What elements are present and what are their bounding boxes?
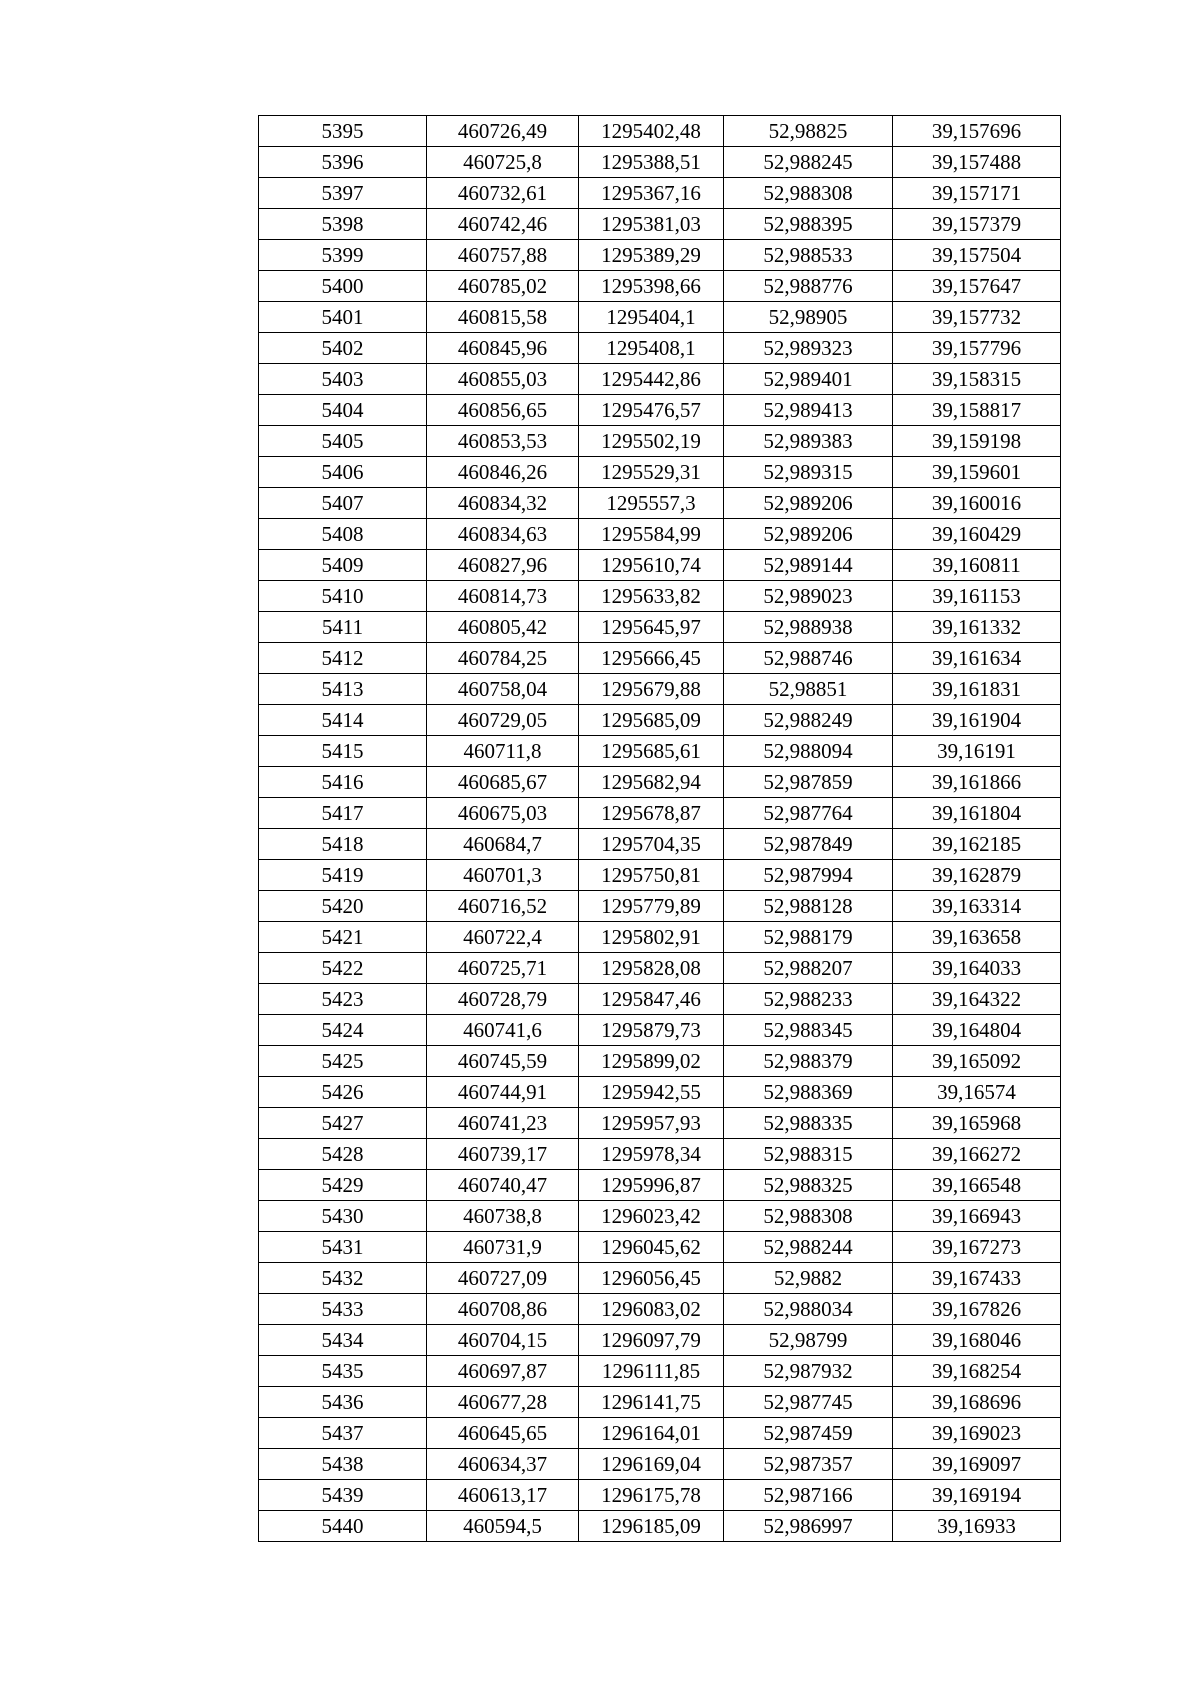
point-number-cell: 5426 <box>259 1077 427 1108</box>
longitude-cell: 39,161904 <box>893 705 1061 736</box>
table-row <box>259 395 1061 426</box>
y-coordinate-cell: 1295381,03 <box>579 209 724 240</box>
y-coordinate-cell: 1296175,78 <box>579 1480 724 1511</box>
table-row <box>259 829 1061 860</box>
table-row <box>259 116 1061 147</box>
longitude-cell: 39,157647 <box>893 271 1061 302</box>
longitude-cell: 39,162185 <box>893 829 1061 860</box>
x-coordinate-cell: 460741,23 <box>427 1108 579 1139</box>
point-number-cell: 5402 <box>259 333 427 364</box>
x-coordinate-cell: 460741,6 <box>427 1015 579 1046</box>
longitude-cell: 39,163314 <box>893 891 1061 922</box>
y-coordinate-cell: 1295529,31 <box>579 457 724 488</box>
y-coordinate-cell: 1295398,66 <box>579 271 724 302</box>
latitude-cell: 52,987994 <box>724 860 893 891</box>
y-coordinate-cell: 1295682,94 <box>579 767 724 798</box>
point-number-cell: 5397 <box>259 178 427 209</box>
x-coordinate-cell: 460685,67 <box>427 767 579 798</box>
longitude-cell: 39,157796 <box>893 333 1061 364</box>
latitude-cell: 52,988345 <box>724 1015 893 1046</box>
x-coordinate-cell: 460731,9 <box>427 1232 579 1263</box>
table-row <box>259 984 1061 1015</box>
latitude-cell: 52,988179 <box>724 922 893 953</box>
point-number-cell: 5396 <box>259 147 427 178</box>
point-number-cell: 5409 <box>259 550 427 581</box>
x-coordinate-cell: 460739,17 <box>427 1139 579 1170</box>
table-row <box>259 364 1061 395</box>
longitude-cell: 39,164804 <box>893 1015 1061 1046</box>
x-coordinate-cell: 460855,03 <box>427 364 579 395</box>
longitude-cell: 39,158315 <box>893 364 1061 395</box>
x-coordinate-cell: 460827,96 <box>427 550 579 581</box>
point-number-cell: 5399 <box>259 240 427 271</box>
longitude-cell: 39,16574 <box>893 1077 1061 1108</box>
table-row <box>259 271 1061 302</box>
latitude-cell: 52,988308 <box>724 178 893 209</box>
table-row <box>259 550 1061 581</box>
table-row <box>259 1294 1061 1325</box>
latitude-cell: 52,989413 <box>724 395 893 426</box>
point-number-cell: 5420 <box>259 891 427 922</box>
longitude-cell: 39,16933 <box>893 1511 1061 1542</box>
table-row <box>259 1201 1061 1232</box>
table-row <box>259 240 1061 271</box>
table-row <box>259 1325 1061 1356</box>
y-coordinate-cell: 1295610,74 <box>579 550 724 581</box>
x-coordinate-cell: 460675,03 <box>427 798 579 829</box>
point-number-cell: 5424 <box>259 1015 427 1046</box>
point-number-cell: 5439 <box>259 1480 427 1511</box>
table-row <box>259 736 1061 767</box>
y-coordinate-cell: 1295476,57 <box>579 395 724 426</box>
latitude-cell: 52,988244 <box>724 1232 893 1263</box>
point-number-cell: 5410 <box>259 581 427 612</box>
x-coordinate-cell: 460684,7 <box>427 829 579 860</box>
point-number-cell: 5411 <box>259 612 427 643</box>
x-coordinate-cell: 460732,61 <box>427 178 579 209</box>
point-number-cell: 5403 <box>259 364 427 395</box>
point-number-cell: 5429 <box>259 1170 427 1201</box>
x-coordinate-cell: 460697,87 <box>427 1356 579 1387</box>
point-number-cell: 5422 <box>259 953 427 984</box>
y-coordinate-cell: 1295584,99 <box>579 519 724 550</box>
y-coordinate-cell: 1295685,09 <box>579 705 724 736</box>
y-coordinate-cell: 1296185,09 <box>579 1511 724 1542</box>
longitude-cell: 39,157504 <box>893 240 1061 271</box>
latitude-cell: 52,988207 <box>724 953 893 984</box>
point-number-cell: 5423 <box>259 984 427 1015</box>
x-coordinate-cell: 460677,28 <box>427 1387 579 1418</box>
x-coordinate-cell: 460645,65 <box>427 1418 579 1449</box>
x-coordinate-cell: 460708,86 <box>427 1294 579 1325</box>
x-coordinate-cell: 460853,53 <box>427 426 579 457</box>
latitude-cell: 52,989401 <box>724 364 893 395</box>
y-coordinate-cell: 1295404,1 <box>579 302 724 333</box>
y-coordinate-cell: 1296083,02 <box>579 1294 724 1325</box>
table-row <box>259 209 1061 240</box>
point-number-cell: 5398 <box>259 209 427 240</box>
coordinates-table-body <box>259 116 1061 1542</box>
latitude-cell: 52,988245 <box>724 147 893 178</box>
latitude-cell: 52,98851 <box>724 674 893 705</box>
latitude-cell: 52,988335 <box>724 1108 893 1139</box>
latitude-cell: 52,988938 <box>724 612 893 643</box>
longitude-cell: 39,169194 <box>893 1480 1061 1511</box>
table-row <box>259 488 1061 519</box>
x-coordinate-cell: 460725,8 <box>427 147 579 178</box>
longitude-cell: 39,157696 <box>893 116 1061 147</box>
x-coordinate-cell: 460738,8 <box>427 1201 579 1232</box>
longitude-cell: 39,165968 <box>893 1108 1061 1139</box>
table-row <box>259 1139 1061 1170</box>
y-coordinate-cell: 1295996,87 <box>579 1170 724 1201</box>
x-coordinate-cell: 460594,5 <box>427 1511 579 1542</box>
y-coordinate-cell: 1295388,51 <box>579 147 724 178</box>
latitude-cell: 52,987764 <box>724 798 893 829</box>
latitude-cell: 52,988233 <box>724 984 893 1015</box>
x-coordinate-cell: 460815,58 <box>427 302 579 333</box>
x-coordinate-cell: 460711,8 <box>427 736 579 767</box>
x-coordinate-cell: 460845,96 <box>427 333 579 364</box>
point-number-cell: 5415 <box>259 736 427 767</box>
point-number-cell: 5416 <box>259 767 427 798</box>
longitude-cell: 39,163658 <box>893 922 1061 953</box>
longitude-cell: 39,166943 <box>893 1201 1061 1232</box>
table-row <box>259 953 1061 984</box>
latitude-cell: 52,987849 <box>724 829 893 860</box>
table-row <box>259 1387 1061 1418</box>
y-coordinate-cell: 1295678,87 <box>579 798 724 829</box>
point-number-cell: 5438 <box>259 1449 427 1480</box>
latitude-cell: 52,988308 <box>724 1201 893 1232</box>
latitude-cell: 52,98825 <box>724 116 893 147</box>
table-row <box>259 891 1061 922</box>
y-coordinate-cell: 1295389,29 <box>579 240 724 271</box>
longitude-cell: 39,166548 <box>893 1170 1061 1201</box>
longitude-cell: 39,168254 <box>893 1356 1061 1387</box>
latitude-cell: 52,988533 <box>724 240 893 271</box>
latitude-cell: 52,988746 <box>724 643 893 674</box>
table-row <box>259 1108 1061 1139</box>
y-coordinate-cell: 1296045,62 <box>579 1232 724 1263</box>
table-row <box>259 147 1061 178</box>
table-row <box>259 798 1061 829</box>
x-coordinate-cell: 460785,02 <box>427 271 579 302</box>
table-row <box>259 457 1061 488</box>
x-coordinate-cell: 460740,47 <box>427 1170 579 1201</box>
y-coordinate-cell: 1296164,01 <box>579 1418 724 1449</box>
x-coordinate-cell: 460757,88 <box>427 240 579 271</box>
longitude-cell: 39,159601 <box>893 457 1061 488</box>
latitude-cell: 52,987932 <box>724 1356 893 1387</box>
longitude-cell: 39,160016 <box>893 488 1061 519</box>
latitude-cell: 52,987745 <box>724 1387 893 1418</box>
x-coordinate-cell: 460725,71 <box>427 953 579 984</box>
latitude-cell: 52,987166 <box>724 1480 893 1511</box>
latitude-cell: 52,988094 <box>724 736 893 767</box>
y-coordinate-cell: 1296141,75 <box>579 1387 724 1418</box>
x-coordinate-cell: 460613,17 <box>427 1480 579 1511</box>
longitude-cell: 39,168046 <box>893 1325 1061 1356</box>
y-coordinate-cell: 1295645,97 <box>579 612 724 643</box>
longitude-cell: 39,157379 <box>893 209 1061 240</box>
latitude-cell: 52,989144 <box>724 550 893 581</box>
x-coordinate-cell: 460716,52 <box>427 891 579 922</box>
longitude-cell: 39,159198 <box>893 426 1061 457</box>
y-coordinate-cell: 1295942,55 <box>579 1077 724 1108</box>
x-coordinate-cell: 460834,32 <box>427 488 579 519</box>
table-row <box>259 581 1061 612</box>
y-coordinate-cell: 1295679,88 <box>579 674 724 705</box>
y-coordinate-cell: 1295685,61 <box>579 736 724 767</box>
latitude-cell: 52,989206 <box>724 488 893 519</box>
latitude-cell: 52,988034 <box>724 1294 893 1325</box>
y-coordinate-cell: 1296111,85 <box>579 1356 724 1387</box>
longitude-cell: 39,161804 <box>893 798 1061 829</box>
x-coordinate-cell: 460728,79 <box>427 984 579 1015</box>
point-number-cell: 5433 <box>259 1294 427 1325</box>
point-number-cell: 5434 <box>259 1325 427 1356</box>
table-row <box>259 674 1061 705</box>
table-row <box>259 426 1061 457</box>
table-row <box>259 767 1061 798</box>
x-coordinate-cell: 460745,59 <box>427 1046 579 1077</box>
table-row <box>259 333 1061 364</box>
latitude-cell: 52,989023 <box>724 581 893 612</box>
longitude-cell: 39,169023 <box>893 1418 1061 1449</box>
point-number-cell: 5436 <box>259 1387 427 1418</box>
x-coordinate-cell: 460726,49 <box>427 116 579 147</box>
latitude-cell: 52,988776 <box>724 271 893 302</box>
point-number-cell: 5405 <box>259 426 427 457</box>
y-coordinate-cell: 1295847,46 <box>579 984 724 1015</box>
table-row <box>259 1511 1061 1542</box>
y-coordinate-cell: 1295779,89 <box>579 891 724 922</box>
point-number-cell: 5430 <box>259 1201 427 1232</box>
table-row <box>259 860 1061 891</box>
point-number-cell: 5431 <box>259 1232 427 1263</box>
point-number-cell: 5419 <box>259 860 427 891</box>
y-coordinate-cell: 1295402,48 <box>579 116 724 147</box>
x-coordinate-cell: 460704,15 <box>427 1325 579 1356</box>
point-number-cell: 5417 <box>259 798 427 829</box>
y-coordinate-cell: 1296169,04 <box>579 1449 724 1480</box>
x-coordinate-cell: 460729,05 <box>427 705 579 736</box>
y-coordinate-cell: 1295899,02 <box>579 1046 724 1077</box>
y-coordinate-cell: 1295750,81 <box>579 860 724 891</box>
point-number-cell: 5440 <box>259 1511 427 1542</box>
latitude-cell: 52,989323 <box>724 333 893 364</box>
longitude-cell: 39,164033 <box>893 953 1061 984</box>
y-coordinate-cell: 1296056,45 <box>579 1263 724 1294</box>
point-number-cell: 5406 <box>259 457 427 488</box>
table-row <box>259 705 1061 736</box>
longitude-cell: 39,161866 <box>893 767 1061 798</box>
y-coordinate-cell: 1295978,34 <box>579 1139 724 1170</box>
latitude-cell: 52,988395 <box>724 209 893 240</box>
x-coordinate-cell: 460784,25 <box>427 643 579 674</box>
x-coordinate-cell: 460744,91 <box>427 1077 579 1108</box>
table-row <box>259 612 1061 643</box>
x-coordinate-cell: 460805,42 <box>427 612 579 643</box>
latitude-cell: 52,988249 <box>724 705 893 736</box>
table-row <box>259 1263 1061 1294</box>
x-coordinate-cell: 460701,3 <box>427 860 579 891</box>
table-row <box>259 1232 1061 1263</box>
y-coordinate-cell: 1295704,35 <box>579 829 724 860</box>
longitude-cell: 39,168696 <box>893 1387 1061 1418</box>
y-coordinate-cell: 1295633,82 <box>579 581 724 612</box>
longitude-cell: 39,162879 <box>893 860 1061 891</box>
table-row <box>259 1046 1061 1077</box>
longitude-cell: 39,161831 <box>893 674 1061 705</box>
longitude-cell: 39,157732 <box>893 302 1061 333</box>
x-coordinate-cell: 460634,37 <box>427 1449 579 1480</box>
point-number-cell: 5408 <box>259 519 427 550</box>
latitude-cell: 52,988379 <box>724 1046 893 1077</box>
y-coordinate-cell: 1295802,91 <box>579 922 724 953</box>
latitude-cell: 52,989315 <box>724 457 893 488</box>
x-coordinate-cell: 460834,63 <box>427 519 579 550</box>
point-number-cell: 5432 <box>259 1263 427 1294</box>
longitude-cell: 39,166272 <box>893 1139 1061 1170</box>
longitude-cell: 39,160811 <box>893 550 1061 581</box>
point-number-cell: 5418 <box>259 829 427 860</box>
point-number-cell: 5427 <box>259 1108 427 1139</box>
point-number-cell: 5413 <box>259 674 427 705</box>
table-row <box>259 1077 1061 1108</box>
table-row <box>259 1170 1061 1201</box>
longitude-cell: 39,161153 <box>893 581 1061 612</box>
latitude-cell: 52,989383 <box>724 426 893 457</box>
table-row <box>259 1015 1061 1046</box>
longitude-cell: 39,165092 <box>893 1046 1061 1077</box>
point-number-cell: 5395 <box>259 116 427 147</box>
point-number-cell: 5404 <box>259 395 427 426</box>
y-coordinate-cell: 1295879,73 <box>579 1015 724 1046</box>
y-coordinate-cell: 1295502,19 <box>579 426 724 457</box>
y-coordinate-cell: 1295408,1 <box>579 333 724 364</box>
x-coordinate-cell: 460722,4 <box>427 922 579 953</box>
point-number-cell: 5400 <box>259 271 427 302</box>
point-number-cell: 5435 <box>259 1356 427 1387</box>
longitude-cell: 39,160429 <box>893 519 1061 550</box>
point-number-cell: 5401 <box>259 302 427 333</box>
point-number-cell: 5428 <box>259 1139 427 1170</box>
y-coordinate-cell: 1296023,42 <box>579 1201 724 1232</box>
point-number-cell: 5425 <box>259 1046 427 1077</box>
point-number-cell: 5421 <box>259 922 427 953</box>
latitude-cell: 52,989206 <box>724 519 893 550</box>
x-coordinate-cell: 460814,73 <box>427 581 579 612</box>
table-row <box>259 1418 1061 1449</box>
table-row <box>259 643 1061 674</box>
table-row <box>259 1480 1061 1511</box>
x-coordinate-cell: 460856,65 <box>427 395 579 426</box>
point-number-cell: 5407 <box>259 488 427 519</box>
table-row <box>259 1449 1061 1480</box>
y-coordinate-cell: 1295957,93 <box>579 1108 724 1139</box>
y-coordinate-cell: 1295828,08 <box>579 953 724 984</box>
x-coordinate-cell: 460758,04 <box>427 674 579 705</box>
latitude-cell: 52,988325 <box>724 1170 893 1201</box>
table-row <box>259 178 1061 209</box>
longitude-cell: 39,167273 <box>893 1232 1061 1263</box>
latitude-cell: 52,988315 <box>724 1139 893 1170</box>
y-coordinate-cell: 1295666,45 <box>579 643 724 674</box>
x-coordinate-cell: 460846,26 <box>427 457 579 488</box>
longitude-cell: 39,157488 <box>893 147 1061 178</box>
longitude-cell: 39,169097 <box>893 1449 1061 1480</box>
point-number-cell: 5414 <box>259 705 427 736</box>
y-coordinate-cell: 1296097,79 <box>579 1325 724 1356</box>
point-number-cell: 5412 <box>259 643 427 674</box>
table-row <box>259 1356 1061 1387</box>
longitude-cell: 39,167826 <box>893 1294 1061 1325</box>
latitude-cell: 52,98905 <box>724 302 893 333</box>
latitude-cell: 52,987459 <box>724 1418 893 1449</box>
x-coordinate-cell: 460727,09 <box>427 1263 579 1294</box>
table-row <box>259 302 1061 333</box>
latitude-cell: 52,986997 <box>724 1511 893 1542</box>
latitude-cell: 52,9882 <box>724 1263 893 1294</box>
y-coordinate-cell: 1295367,16 <box>579 178 724 209</box>
coordinates-table <box>258 115 1061 1542</box>
longitude-cell: 39,164322 <box>893 984 1061 1015</box>
latitude-cell: 52,98799 <box>724 1325 893 1356</box>
y-coordinate-cell: 1295442,86 <box>579 364 724 395</box>
longitude-cell: 39,157171 <box>893 178 1061 209</box>
table-row <box>259 519 1061 550</box>
y-coordinate-cell: 1295557,3 <box>579 488 724 519</box>
latitude-cell: 52,987357 <box>724 1449 893 1480</box>
longitude-cell: 39,16191 <box>893 736 1061 767</box>
latitude-cell: 52,988369 <box>724 1077 893 1108</box>
longitude-cell: 39,167433 <box>893 1263 1061 1294</box>
x-coordinate-cell: 460742,46 <box>427 209 579 240</box>
latitude-cell: 52,988128 <box>724 891 893 922</box>
table-row <box>259 922 1061 953</box>
longitude-cell: 39,158817 <box>893 395 1061 426</box>
point-number-cell: 5437 <box>259 1418 427 1449</box>
latitude-cell: 52,987859 <box>724 767 893 798</box>
longitude-cell: 39,161634 <box>893 643 1061 674</box>
longitude-cell: 39,161332 <box>893 612 1061 643</box>
